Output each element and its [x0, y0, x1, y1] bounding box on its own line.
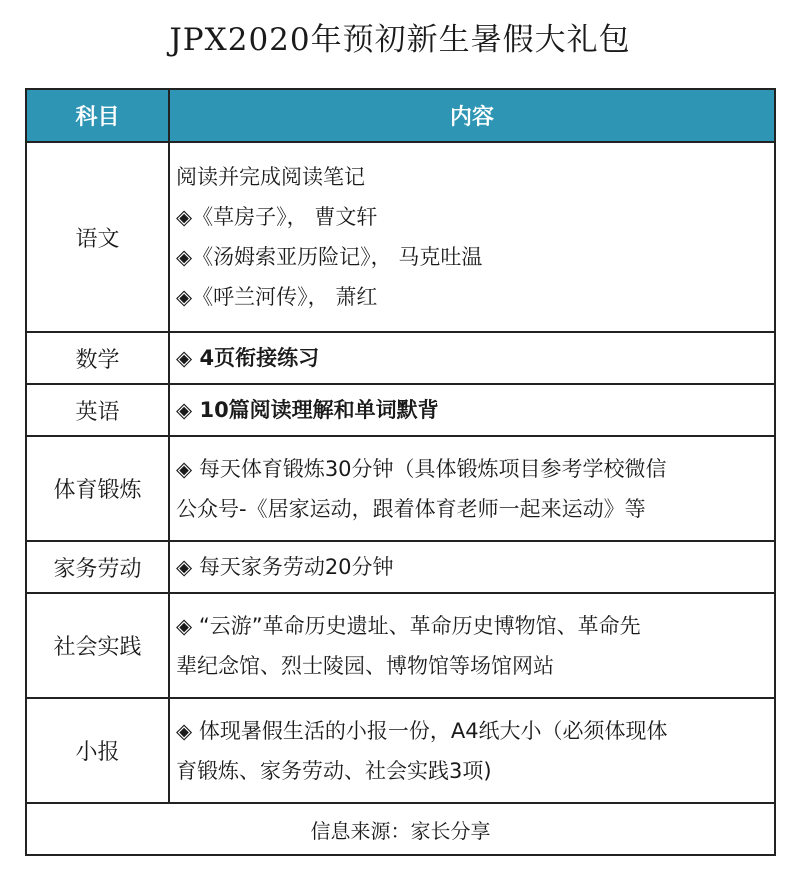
header-content: 内容 — [169, 89, 775, 142]
subject-cell: 语文 — [26, 142, 169, 332]
table-row — [26, 436, 775, 541]
content-line: 辈纪念馆、烈士陵园、博物馆等场馆网站 — [176, 653, 554, 678]
content-line: ◈ 10篇阅读理解和单词默背 — [176, 398, 439, 422]
table-row — [26, 698, 775, 803]
content-line: ◈ “云游”革命历史遗址、革命历史博物馆、革命先 — [176, 613, 641, 638]
content-line: ◈《汤姆索亚历险记》， 马克吐温 — [176, 245, 483, 269]
table-footer-row — [26, 803, 775, 855]
table-header-row — [26, 89, 775, 142]
subject-cell: 社会实践 — [26, 593, 169, 698]
content-line: ◈《呼兰河传》， 萧红 — [176, 285, 378, 309]
content-line: ◈ 体现暑假生活的小报一份，A4纸大小（必须体现体 — [176, 718, 668, 743]
subject-cell: 小报 — [26, 698, 169, 803]
header-subject: 科目 — [26, 89, 169, 142]
table-row — [26, 142, 775, 332]
content-line: 阅读并完成阅读笔记 — [176, 165, 365, 189]
content-cell — [169, 593, 775, 698]
page-title: JPX2020年预初新生暑假大礼包 — [169, 22, 631, 58]
table-row — [26, 332, 775, 384]
content-line: ◈ 每天家务劳动20分钟 — [176, 555, 394, 579]
subject-cell: 体育锻炼 — [26, 436, 169, 541]
assignment-table — [25, 88, 776, 856]
content-line: ◈ 每天体育锻炼30分钟（具体锻炼项目参考学校微信 — [176, 456, 667, 481]
content-line: 育锻炼、家务劳动、社会实践3项) — [176, 758, 492, 783]
content-cell — [169, 698, 775, 803]
content-line: ◈《草房子》， 曹文轩 — [176, 205, 378, 229]
content-cell — [169, 142, 775, 332]
subject-cell: 家务劳动 — [26, 541, 169, 593]
source-note: 信息来源：家长分享 — [26, 803, 775, 855]
content-cell — [169, 384, 775, 436]
table-row — [26, 541, 775, 593]
table-row — [26, 593, 775, 698]
content-cell — [169, 332, 775, 384]
subject-cell: 英语 — [26, 384, 169, 436]
content-cell — [169, 436, 775, 541]
subject-cell: 数学 — [26, 332, 169, 384]
content-line: ◈ 4页衔接练习 — [176, 346, 320, 370]
content-cell — [169, 541, 775, 593]
content-line: 公众号-《居家运动，跟着体育老师一起来运动》等 — [176, 496, 646, 521]
table-row — [26, 384, 775, 436]
